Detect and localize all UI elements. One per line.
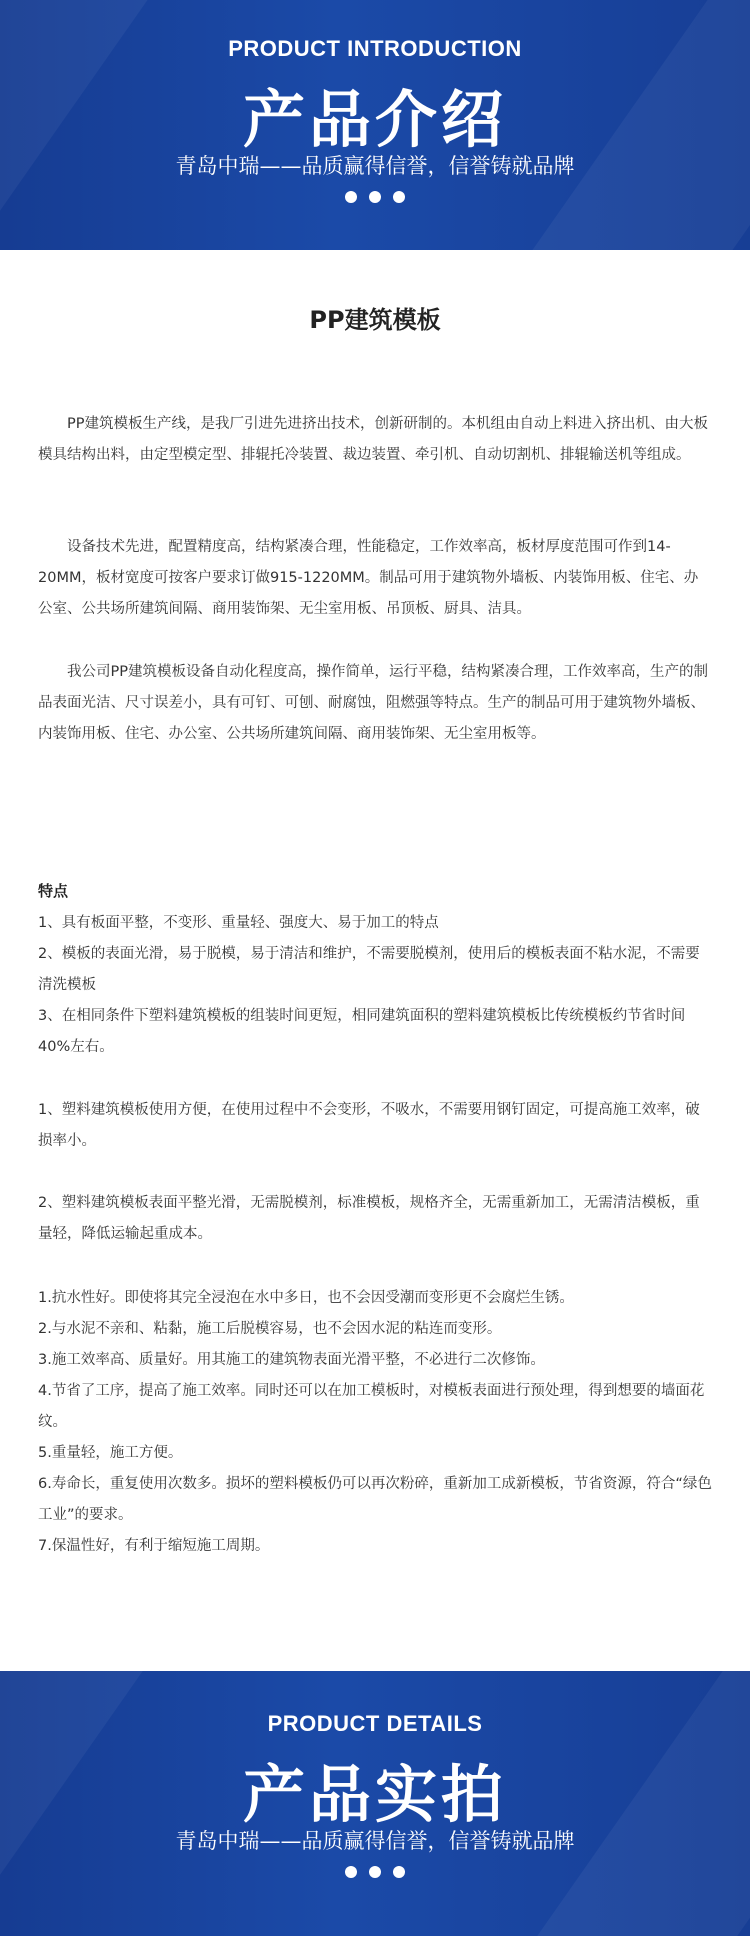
description-paragraph-3: 我公司PP建筑模板设备自动化程度高，操作简单，运行平稳，结构紧凑合理，工作效率高，生产的制品表面光洁、尺寸误差小，具有可钉、可刨、耐腐蚀，阻燃强等特点。生产的制品可用于建筑物外墙板、内装饰用板、住宅、办公室、公共场所建筑间隔、商用装饰架、无尘室用板等。 [38,664,708,742]
feature-item: 6.寿命长，重复使用次数多。损坏的塑料模板仍可以再次粉碎，重新加工成新模板，节省资源，符合“绿色工业”的要求。 [38,1476,712,1523]
feature-item: 2.与水泥不亲和、粘黏，施工后脱模容易，也不会因水泥的粘连而变形。 [38,1321,502,1337]
dot-icon [369,1866,381,1878]
feature-item: 1、具有板面平整，不变形、重量轻、强度大、易于加工的特点 [38,915,439,931]
features-list-a [38,908,712,1063]
intro-subtitle: 青岛中瑞——品质赢得信誉，信誉铸就品牌 [175,154,575,178]
dot-icon [345,191,357,203]
feature-item: 2、模板的表面光滑，易于脱模，易于清洁和维护，不需要脱模剂，使用后的模板表面不粘水泥，不需要清洗模板 [38,946,700,993]
details-cn-title: 产品实拍 [242,1758,507,1831]
features-heading: 特点 [38,882,69,900]
feature-item: 5.重量轻，施工方便。 [38,1445,183,1461]
features-list-d [38,1283,712,1562]
details-banner [0,1671,750,1936]
details-dots [0,1863,750,1882]
dot-icon [345,1866,357,1878]
details-subtitle: 青岛中瑞——品质赢得信誉，信誉铸就品牌 [175,1829,575,1853]
dot-icon [369,191,381,203]
description-paragraph-1: PP建筑模板生产线，是我厂引进先进挤出技术，创新研制的。本机组由自动上料进入挤出机、由大板模具结构出料，由定型模定型、排辊托冷装置、裁边装置、牵引机、自动切割机、排辊输送机等组成。 [38,416,708,463]
dot-icon [393,1866,405,1878]
feature-block-b: 1、塑料建筑模板使用方便，在使用过程中不会变形，不吸水，不需要用钢钉固定，可提高施工效率，破损率小。 [38,1102,700,1149]
feature-item: 1.抗水性好。即使将其完全浸泡在水中多日，也不会因受潮而变形更不会腐烂生锈。 [38,1290,574,1306]
intro-banner [0,0,750,250]
product-title: PP建筑模板 [309,306,441,334]
feature-item: 7.保温性好，有利于缩短施工周期。 [38,1538,270,1554]
details-en-title: PRODUCT DETAILS [267,1711,483,1736]
intro-dots [0,188,750,207]
feature-item: 4.节省了工序，提高了施工效率。同时还可以在加工模板时，对模板表面进行预处理，得到想要的墙面花纹。 [38,1383,705,1430]
intro-en-title: PRODUCT INTRODUCTION [228,36,522,61]
intro-cn-title: 产品介绍 [242,83,507,156]
feature-item: 3、在相同条件下塑料建筑模板的组装时间更短，相同建筑面积的塑料建筑模板比传统模板约节省时间40%左右。 [38,1008,686,1055]
feature-item: 3.施工效率高、质量好。用其施工的建筑物表面光滑平整，不必进行二次修饰。 [38,1352,545,1368]
description-paragraph-2: 设备技术先进，配置精度高，结构紧凑合理，性能稳定，工作效率高，板材厚度范围可作到14-20MM，板材宽度可按客户要求订做915-1220MM。制品可用于建筑物外墙板、内装饰用板、住宅、办公室、公共场所建筑间隔、商用装饰架、无尘室用板、吊顶板、厨具、洁具。 [38,539,699,617]
feature-block-c: 2、塑料建筑模板表面平整光滑，无需脱模剂，标准模板，规格齐全，无需重新加工，无需清洁模板，重量轻，降低运输起重成本。 [38,1195,700,1242]
dot-icon [393,191,405,203]
